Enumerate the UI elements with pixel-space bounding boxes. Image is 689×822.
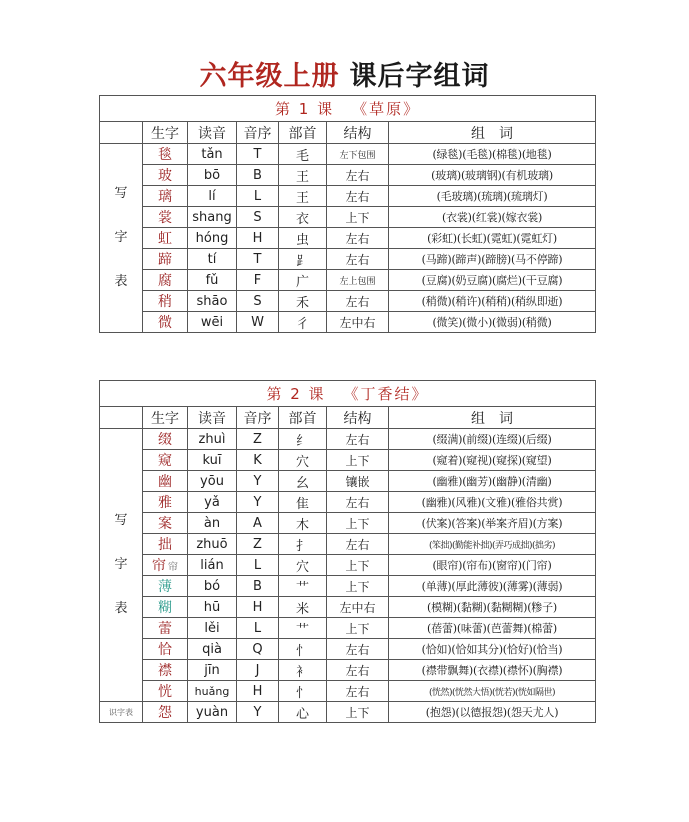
words-cell: (窥着)(窥视)(窥探)(窥望) <box>389 450 596 471</box>
pinyin-cell: fǔ <box>188 270 237 291</box>
table-row <box>100 471 596 492</box>
initial-cell: B <box>237 165 279 186</box>
initial-cell: L <box>237 186 279 207</box>
initial-cell: J <box>237 660 279 681</box>
pinyin-cell: zhuō <box>188 534 237 555</box>
table-row <box>100 429 596 450</box>
char-cell: 玻 <box>143 165 188 186</box>
radical-cell: 艹 <box>279 618 327 639</box>
lesson-1-title-row <box>100 96 596 122</box>
page-title-topic: 课后字组词 <box>349 61 490 92</box>
words-cell: (蓓蕾)(味蕾)(芭蕾舞)(棉蕾) <box>389 618 596 639</box>
pinyin-cell: shang <box>188 207 237 228</box>
char-cell: 缀 <box>143 429 188 450</box>
pinyin-cell: bó <box>188 576 237 597</box>
words-cell: (豆腐)(奶豆腐)(腐烂)(干豆腐) <box>389 270 596 291</box>
structure-cell: 上下 <box>327 207 389 228</box>
radical-cell: 纟 <box>279 429 327 450</box>
lesson-2-title <box>100 381 596 407</box>
structure-cell: 左右 <box>327 429 389 450</box>
structure-cell: 左中右 <box>327 312 389 333</box>
words-cell: (抱怨)(以德报怨)(怨天尤人) <box>389 702 596 723</box>
table-row <box>100 534 596 555</box>
radical-cell: 毛 <box>279 144 327 165</box>
words-cell: (微笑)(微小)(微弱)(稍微) <box>389 312 596 333</box>
char-cell: 蕾 <box>143 618 188 639</box>
table-row <box>100 144 596 165</box>
char-cell: 腐 <box>143 270 188 291</box>
table-row <box>100 165 596 186</box>
radical-cell: 王 <box>279 165 327 186</box>
initial-cell: Q <box>237 639 279 660</box>
side-label <box>100 144 143 333</box>
structure-cell: 左右 <box>327 165 389 186</box>
char-cell: 案 <box>143 513 188 534</box>
char-cell: 拙 <box>143 534 188 555</box>
header-radical: 部首 <box>279 122 327 144</box>
char-main: 帘 <box>152 558 166 574</box>
lesson-2-number: 第 2 课 <box>266 385 326 403</box>
header-char: 生字 <box>143 407 188 429</box>
pinyin-cell: tǎn <box>188 144 237 165</box>
initial-cell: Z <box>237 429 279 450</box>
initial-cell: F <box>237 270 279 291</box>
structure-cell: 左右 <box>327 660 389 681</box>
header-pinyin: 读音 <box>188 407 237 429</box>
radical-cell: 彳 <box>279 312 327 333</box>
table-row <box>100 249 596 270</box>
header-initial: 音序 <box>237 407 279 429</box>
pinyin-cell: bō <box>188 165 237 186</box>
initial-cell: T <box>237 144 279 165</box>
char-cell: 恰 <box>143 639 188 660</box>
side-label-char: 字 <box>114 230 128 245</box>
initial-cell: L <box>237 618 279 639</box>
structure-cell: 左右 <box>327 492 389 513</box>
char-cell <box>143 555 188 576</box>
structure-cell: 上下 <box>327 555 389 576</box>
structure-cell: 左上包围 <box>327 270 389 291</box>
initial-cell: B <box>237 576 279 597</box>
radical-cell: 虫 <box>279 228 327 249</box>
radical-cell: 米 <box>279 597 327 618</box>
char-cell: 稍 <box>143 291 188 312</box>
initial-cell: H <box>237 681 279 702</box>
words-cell: (玻璃)(玻璃钢)(有机玻璃) <box>389 165 596 186</box>
radical-cell: 禾 <box>279 291 327 312</box>
table-row <box>100 639 596 660</box>
words-cell: (幽雅)(风雅)(文雅)(雅俗共赏) <box>389 492 596 513</box>
pinyin-cell: yuàn <box>188 702 237 723</box>
header-structure: 结构 <box>327 407 389 429</box>
words-cell: (模糊)(黏糊)(黏糊糊)(糁子) <box>389 597 596 618</box>
pinyin-cell: zhuì <box>188 429 237 450</box>
initial-cell: S <box>237 291 279 312</box>
page-title <box>0 54 689 93</box>
words-cell: (恰如)(恰如其分)(恰好)(恰当) <box>389 639 596 660</box>
initial-cell: Y <box>237 471 279 492</box>
lesson-1-header-row <box>100 122 596 144</box>
page-title-grade: 六年级上册 <box>199 61 340 92</box>
char-cell: 虹 <box>143 228 188 249</box>
side-label-char: 表 <box>114 274 128 289</box>
structure-cell: 上下 <box>327 702 389 723</box>
char-cell: 怨 <box>143 702 188 723</box>
words-cell: (恍然)(恍然大悟)(恍若)(恍如隔世) <box>389 681 596 702</box>
pinyin-cell: yǎ <box>188 492 237 513</box>
char-cell: 璃 <box>143 186 188 207</box>
structure-cell: 上下 <box>327 513 389 534</box>
pinyin-cell: kuī <box>188 450 237 471</box>
side-label-char: 表 <box>114 601 128 616</box>
pinyin-cell: yōu <box>188 471 237 492</box>
pinyin-cell: hū <box>188 597 237 618</box>
header-structure: 结构 <box>327 122 389 144</box>
pinyin-cell: lián <box>188 555 237 576</box>
structure-cell: 左右 <box>327 639 389 660</box>
structure-cell: 上下 <box>327 450 389 471</box>
pinyin-cell: huǎng <box>188 681 237 702</box>
char-variant: 帘 <box>168 562 178 573</box>
initial-cell: H <box>237 228 279 249</box>
initial-cell: H <box>237 597 279 618</box>
radical-cell: 扌 <box>279 534 327 555</box>
table-row <box>100 660 596 681</box>
lesson-2-title-row <box>100 381 596 407</box>
radical-cell: 艹 <box>279 576 327 597</box>
words-cell: (笨拙)(勤能补拙)(弄巧成拙)(拙劣) <box>389 534 596 555</box>
lesson-2-table <box>99 380 596 723</box>
table-row <box>100 186 596 207</box>
words-cell: (伏案)(答案)(举案齐眉)(方案) <box>389 513 596 534</box>
pinyin-cell: wēi <box>188 312 237 333</box>
words-cell: (稍微)(稍许)(稍稍)(稍纵即逝) <box>389 291 596 312</box>
initial-cell: T <box>237 249 279 270</box>
side-label <box>100 429 143 702</box>
words-cell: (绿毯)(毛毯)(棉毯)(地毯) <box>389 144 596 165</box>
table-row <box>100 291 596 312</box>
table-row <box>100 207 596 228</box>
char-cell: 裳 <box>143 207 188 228</box>
header-words: 组 词 <box>389 407 596 429</box>
structure-cell: 上下 <box>327 618 389 639</box>
table-row <box>100 618 596 639</box>
header-initial: 音序 <box>237 122 279 144</box>
header-pinyin: 读音 <box>188 122 237 144</box>
initial-cell: A <box>237 513 279 534</box>
lesson-1-book: 《草原》 <box>352 100 421 118</box>
words-cell: (缀满)(前缀)(连缀)(后缀) <box>389 429 596 450</box>
radical-cell: 幺 <box>279 471 327 492</box>
header-blank <box>100 122 143 144</box>
initial-cell: Y <box>237 702 279 723</box>
lesson-1-table <box>99 95 596 333</box>
radical-cell: 忄 <box>279 639 327 660</box>
pinyin-cell: àn <box>188 513 237 534</box>
char-cell: 窥 <box>143 450 188 471</box>
initial-cell: K <box>237 450 279 471</box>
structure-cell: 左右 <box>327 186 389 207</box>
structure-cell: 左下包围 <box>327 144 389 165</box>
pinyin-cell: lěi <box>188 618 237 639</box>
words-cell: (眼帘)(帘布)(窗帘)(门帘) <box>389 555 596 576</box>
lesson-1-number: 第 1 课 <box>274 100 335 118</box>
table-row <box>100 270 596 291</box>
table-row <box>100 312 596 333</box>
words-cell: (马蹄)(蹄声)(蹄膀)(马不停蹄) <box>389 249 596 270</box>
header-words: 组 词 <box>389 122 596 144</box>
table-row <box>100 681 596 702</box>
table-row <box>100 555 596 576</box>
char-cell: 蹄 <box>143 249 188 270</box>
structure-cell: 左中右 <box>327 597 389 618</box>
pinyin-cell: tí <box>188 249 237 270</box>
table-row <box>100 450 596 471</box>
side-label-char: 字 <box>114 557 128 572</box>
header-char: 生字 <box>143 122 188 144</box>
initial-cell: W <box>237 312 279 333</box>
table-row <box>100 702 596 723</box>
radical-cell: 忄 <box>279 681 327 702</box>
initial-cell: Z <box>237 534 279 555</box>
table-row <box>100 228 596 249</box>
radical-cell: 王 <box>279 186 327 207</box>
structure-cell: 左右 <box>327 249 389 270</box>
radical-cell: 隹 <box>279 492 327 513</box>
radical-cell: 木 <box>279 513 327 534</box>
initial-cell: Y <box>237 492 279 513</box>
words-cell: (襟带飘舞)(衣襟)(襟怀)(胸襟) <box>389 660 596 681</box>
words-cell: (单薄)(厚此薄彼)(薄雾)(薄弱) <box>389 576 596 597</box>
char-cell: 薄 <box>143 576 188 597</box>
structure-cell: 镶嵌 <box>327 471 389 492</box>
char-cell: 微 <box>143 312 188 333</box>
char-cell: 糊 <box>143 597 188 618</box>
header-blank <box>100 407 143 429</box>
lesson-1-title <box>100 96 596 122</box>
radical-cell: 衤 <box>279 660 327 681</box>
char-cell: 恍 <box>143 681 188 702</box>
side-label-char: 写 <box>114 513 128 528</box>
char-cell: 幽 <box>143 471 188 492</box>
structure-cell: 上下 <box>327 576 389 597</box>
header-radical: 部首 <box>279 407 327 429</box>
lesson-2-header-row <box>100 407 596 429</box>
char-cell: 襟 <box>143 660 188 681</box>
words-cell: (衣裳)(红裳)(嫁衣裳) <box>389 207 596 228</box>
pinyin-cell: shāo <box>188 291 237 312</box>
structure-cell: 左右 <box>327 291 389 312</box>
pinyin-cell: qià <box>188 639 237 660</box>
table-row <box>100 576 596 597</box>
structure-cell: 左右 <box>327 681 389 702</box>
initial-cell: L <box>237 555 279 576</box>
pinyin-cell: hóng <box>188 228 237 249</box>
words-cell: (毛玻璃)(琉璃)(琉璃灯) <box>389 186 596 207</box>
words-cell: (幽雅)(幽芳)(幽静)(清幽) <box>389 471 596 492</box>
structure-cell: 左右 <box>327 228 389 249</box>
radical-cell: 穴 <box>279 450 327 471</box>
radical-cell: 穴 <box>279 555 327 576</box>
side-note: 识字表 <box>100 702 143 723</box>
lesson-2-book: 《丁香结》 <box>343 385 429 403</box>
table-row <box>100 513 596 534</box>
radical-cell: 衣 <box>279 207 327 228</box>
char-cell: 毯 <box>143 144 188 165</box>
structure-cell: 左右 <box>327 534 389 555</box>
words-cell: (彩虹)(长虹)(霓虹)(霓虹灯) <box>389 228 596 249</box>
pinyin-cell: lí <box>188 186 237 207</box>
pinyin-cell: jīn <box>188 660 237 681</box>
radical-cell: ⻊ <box>279 249 327 270</box>
char-cell: 雅 <box>143 492 188 513</box>
table-row <box>100 597 596 618</box>
radical-cell: 心 <box>279 702 327 723</box>
side-label-char: 写 <box>114 186 128 201</box>
radical-cell: 广 <box>279 270 327 291</box>
table-row <box>100 492 596 513</box>
initial-cell: S <box>237 207 279 228</box>
